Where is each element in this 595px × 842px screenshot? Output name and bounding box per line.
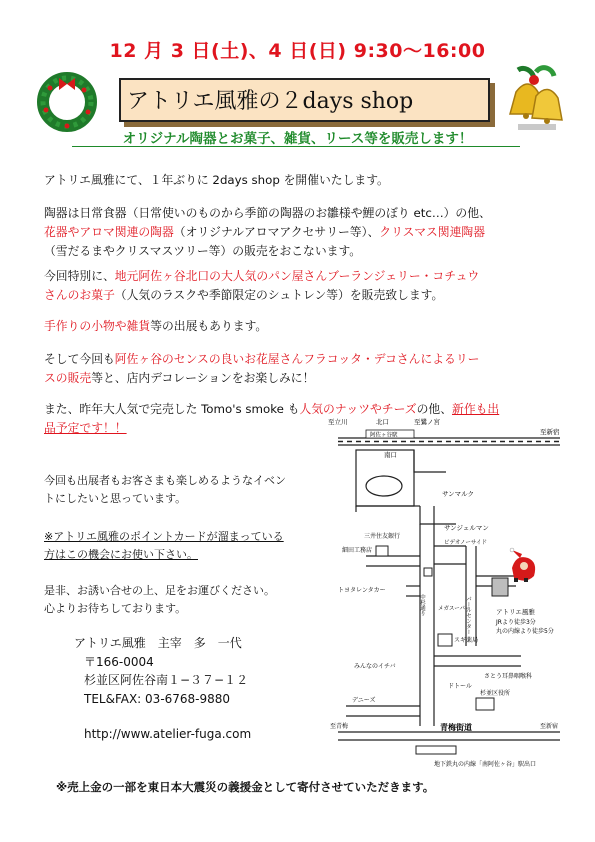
- map-label-chusugi: 中杉通り: [419, 594, 425, 616]
- map-label-walk-jr: JRより徒歩3分: [496, 619, 536, 626]
- atelier-building: [492, 578, 508, 596]
- map-label-subway: 地下鉄丸の内線「南阿佐ヶ谷」駅出口: [434, 761, 537, 768]
- smoke-new-1: 新作も出: [452, 402, 500, 416]
- map-label-video: ビデオノーサイド: [444, 540, 488, 546]
- bakery-red-2: さんのお菓子: [44, 288, 115, 302]
- sig-name: アトリエ風雅 主宰 多 一代: [74, 636, 242, 650]
- closing-line-2: トにしたいと思っています。: [44, 492, 187, 505]
- card-line-2: 方はこの機会にお使い下さい。: [44, 548, 198, 561]
- santa-icon: [510, 548, 535, 582]
- bakery-red-1: 地元阿佐ヶ谷北口の大人気のパン屋さんブーランジェリー・コチュウ: [114, 269, 480, 283]
- map-label-satou: さとう耳鼻咽喉科: [484, 673, 533, 680]
- bells-icon: [506, 62, 566, 134]
- bakery-line-2: [44, 286, 564, 305]
- pottery-line-3: （雪だるまやクリスマスツリー等）の販売をおこないます。: [44, 244, 362, 258]
- map-label-ward: 杉並区役所: [480, 690, 511, 697]
- closing-line-1: 今回も出展者もお客さまも楽しめるようなイベン: [44, 474, 286, 487]
- signature: [74, 634, 248, 708]
- paragraph-flowers: [44, 350, 564, 388]
- point-card-note: [44, 528, 344, 564]
- bakery-line-1: [44, 267, 564, 286]
- handmade-red: 手作りの小物や雑貨: [44, 319, 151, 333]
- intro-text: アトリエ風雅にて、１年ぶりに 2days shop を開催いたします。: [44, 173, 389, 187]
- flowers-rest: 等と、店内デコレーションをお楽しみに！: [91, 371, 315, 385]
- bakery-pre: 今回特別に、: [44, 269, 115, 283]
- building-video: [424, 568, 432, 576]
- map-label-ome-kaido: 青梅街道: [440, 723, 472, 732]
- map-label-tachikawa: 至立川: [328, 418, 348, 426]
- map-label-station: 阿佐ヶ谷駅: [370, 432, 398, 439]
- smoke-pre: また、昨年大人気で完売した Tomo's smoke も: [44, 402, 300, 416]
- visit-message: [44, 582, 344, 618]
- subtitle-underline: [72, 146, 520, 147]
- pottery-mid: （オリジナルアロマアクセサリー等）、: [173, 225, 380, 239]
- map-label-atelier: アトリエ風雅: [496, 608, 535, 616]
- visit-line-1: 是非、お誘い合せの上、足をお運びください。: [44, 584, 275, 597]
- subtitle: オリジナル陶器とお菓子、雑貨、リース等を販売します！: [122, 131, 473, 147]
- map-label-ichiba: みんなのイチバ: [354, 663, 396, 670]
- wreath-icon: [32, 66, 102, 134]
- sig-address: 杉並区阿佐谷南１−３７−１２: [84, 673, 249, 687]
- flowers-red-1: 阿佐ヶ谷のセンスの良いお花屋さんフラコッタ・デコさんによるリー: [114, 352, 480, 366]
- rotary: [366, 476, 402, 496]
- sig-postal: 〒166-0004: [84, 654, 154, 669]
- map-label-sanjeruman: サンジェルマン: [444, 524, 489, 532]
- handmade-rest: 等の出展もあります。: [150, 319, 268, 333]
- paragraph-pottery: [44, 204, 564, 261]
- sig-tel: TEL&FAX: 03-6768-9880: [84, 691, 231, 706]
- building-hosoda: [376, 546, 388, 556]
- map-label-mitsui: 三井住友銀行: [364, 533, 401, 540]
- paragraph-handmade: [44, 317, 564, 336]
- donation-footnote: ※売上金の一部を東日本大震災の義援金として寄付させていただきます。: [56, 780, 435, 794]
- map-label-minamiguchi: 南口: [384, 451, 397, 459]
- visit-line-2: 心よりお待ちしております。: [44, 602, 187, 615]
- subway-exit: [416, 746, 456, 754]
- map-label-dennys: デニーズ: [352, 697, 376, 704]
- bakery-rest: （人気のラスクや季節限定のシュトレン等）を販売致します。: [114, 288, 444, 302]
- map-label-megasuper: メガスーパー: [438, 606, 471, 612]
- pottery-red-1: 花器やアロマ関連の陶器: [44, 225, 174, 239]
- map-label-shinjuku-bottom: 至新宿: [540, 723, 559, 730]
- flowers-pre: そして今回も: [44, 352, 115, 366]
- smoke-mid: の他、: [416, 402, 453, 416]
- map-label-toyota: トヨタレンタカー: [338, 587, 386, 594]
- flowers-line-2: [44, 369, 564, 388]
- paragraph-bakery: [44, 267, 564, 305]
- building-sugi: [438, 634, 452, 646]
- smoke-red: 人気のナッツやチーズ: [299, 402, 417, 416]
- map-label-shinjuku-top: 至新宿: [540, 428, 560, 436]
- map-label-hosoda: 細田工務店: [342, 547, 373, 554]
- pottery-red-2: クリスマス関連陶器: [379, 225, 485, 239]
- page-title: アトリエ風雅の２days shop: [127, 89, 414, 114]
- map-label-walk-marunouchi: 丸の内線より徒歩5分: [496, 628, 554, 635]
- map-label-doutor: ドトール: [448, 683, 472, 690]
- pottery-line-2: [44, 223, 564, 242]
- flowers-line-1: [44, 350, 564, 369]
- website-link[interactable]: http://www.atelier-fuga.com: [84, 727, 252, 741]
- card-line-1: ※アトリエ風雅のポイントカードが溜まっている: [44, 530, 284, 543]
- flowers-red-2: スの販売: [44, 371, 92, 385]
- map-label-sugi: スギ薬局: [454, 637, 479, 644]
- paragraph-intro: [44, 171, 564, 190]
- building-ward: [476, 698, 494, 710]
- ome-kaido-road: [338, 732, 560, 740]
- smoke-new-2: 品予定です！！: [44, 421, 127, 435]
- rail-track: [338, 438, 560, 445]
- map-label-saginomiya: 至鷺ノ宮: [414, 418, 440, 426]
- access-map: [316, 416, 578, 772]
- map-label-ome-left: 至青梅: [330, 723, 349, 730]
- pottery-line-1: 陶器は日常食器（日常使いのものから季節の陶器のお雛様や鯉のぼり etc…）の他、: [44, 206, 491, 220]
- map-label-kitaguchi: 北口: [376, 418, 389, 426]
- event-date: 12 月 3 日(土)、4 日(日) 9:30〜16:00: [109, 40, 486, 62]
- map-label-pearl: パールセンター: [465, 596, 471, 635]
- closing-message: [44, 472, 344, 508]
- map-label-sanmaruku: サンマルク: [442, 490, 475, 498]
